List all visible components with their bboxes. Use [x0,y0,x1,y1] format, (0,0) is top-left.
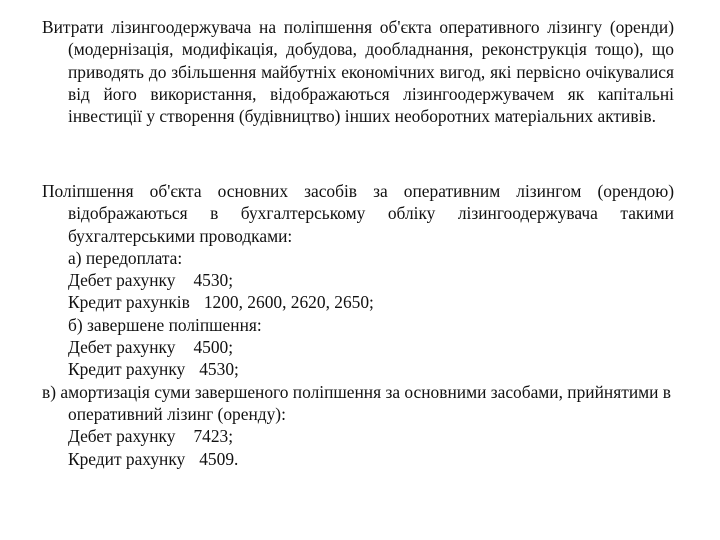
entry-b-debit-label: Дебет рахунку [68,337,176,358]
entry-c-credit-label: Кредит рахунку [68,448,186,469]
accounting-entries-block [42,180,674,470]
entry-b-debit [42,336,674,358]
entry-a-credit-value: 1200, 2600, 2620, 2650; [203,292,374,313]
improvement-entries-intro: Поліпшення об'єкта основних засобів за оперативним лізингом (орендою) відображаються в бухгалтерському обліку лізингоодержувача такими бухгалтерськими проводками: [42,181,674,246]
entry-b-credit-value: 4530; [199,359,239,380]
entry-a-credit [42,291,674,313]
entry-c-credit-value: 4509. [199,448,239,469]
capital-investments-paragraph-block [42,16,674,127]
capital-investments-paragraph: Витрати лізингоодержувача на поліпшення об'єкта оперативного лізингу (оренди) (модернізація, модифікація, добудова, дообладнання, реконструкція тощо), що приводять до збільшення майбутніх економічних вигод, які первісно очікувалися від його використання, відображаються лізингоодержувачем як капітальні інвестиції у створення (будівництво) інших необоротних матеріальних активів. [42,17,674,127]
entry-a-label: а) передоплата: [68,247,183,268]
entry-b-label: б) завершене поліпшення: [68,314,262,335]
entry-b-debit-value: 4500; [193,337,234,358]
entry-a-debit-value: 4530; [193,270,234,291]
entry-a-credit-label: Кредит рахунків [68,292,190,313]
entry-a-debit-label: Дебет рахунку [68,270,176,291]
entry-c-label: в) амортизація суми завершеного поліпшення за основними засобами, прийнятими в оперативний лізинг (оренду): [42,381,672,424]
entry-b-credit-label: Кредит рахунку [68,359,186,380]
entry-c-debit [42,425,674,447]
entry-a-debit [42,269,674,291]
entry-c-debit-label: Дебет рахунку [68,426,176,447]
entry-c-debit-value: 7423; [193,426,234,447]
entry-c-credit [42,448,674,470]
entry-b-credit [42,358,674,380]
